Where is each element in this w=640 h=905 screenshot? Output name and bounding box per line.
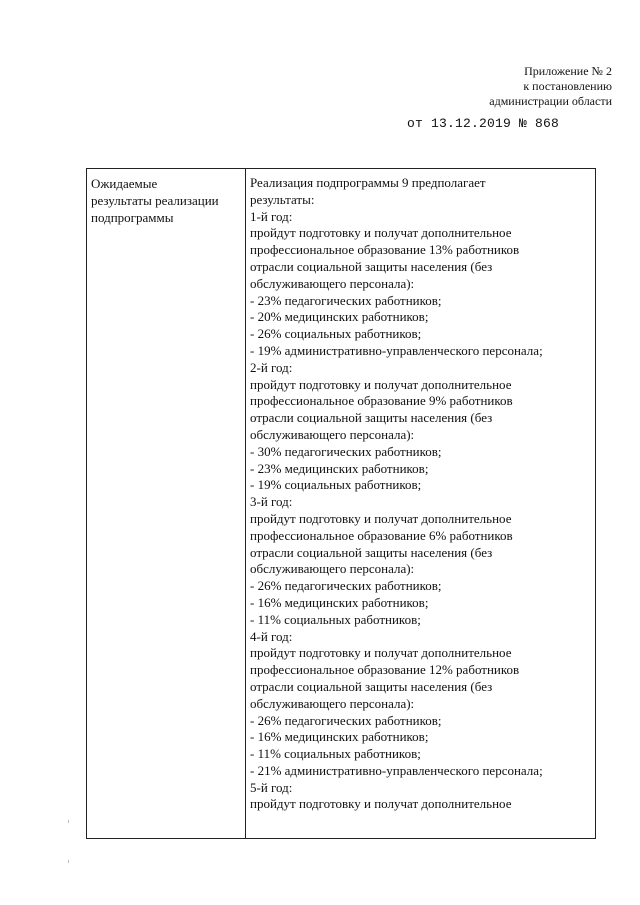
content-line: отрасли социальной защиты населения (без — [250, 410, 493, 426]
content-line: - 23% медицинских работников; — [250, 460, 429, 476]
appendix-header — [489, 64, 612, 109]
label-line: подпрограммы — [91, 210, 174, 225]
content-line: 1-й год: — [250, 208, 293, 224]
label-cell — [91, 175, 243, 226]
content-line: пройдут подготовку и получат дополнительное — [250, 796, 512, 812]
label-line: результаты реализации — [91, 193, 219, 208]
content-line: пройдут подготовку и получат дополнительное — [250, 645, 512, 661]
content-line: отрасли социальной защиты населения (без — [250, 544, 493, 560]
content-line: 4-й год: — [250, 628, 293, 644]
content-line: профессиональное образование 13% работников — [250, 242, 520, 258]
content-line: - 23% педагогических работников; — [250, 292, 442, 308]
content-line: пройдут подготовку и получат дополнительное — [250, 510, 512, 526]
content-line: - 11% социальных работников; — [250, 746, 421, 762]
content-line: - 16% медицинских работников; — [250, 594, 429, 610]
content-line: пройдут подготовку и получат дополнительное — [250, 225, 512, 241]
content-line: - 19% административно-управленческого персонала; — [250, 342, 543, 358]
appendix-title: Приложение № 2 — [524, 64, 612, 78]
content-line: результаты: — [250, 191, 315, 207]
content-cell — [250, 175, 594, 813]
content-line: обслуживающего персонала): — [250, 695, 415, 711]
content-line: профессиональное образование 6% работников — [250, 527, 513, 543]
content-line: профессиональное образование 9% работников — [250, 393, 513, 409]
content-line: профессиональное образование 12% работников — [250, 662, 520, 678]
content-line: - 16% медицинских работников; — [250, 729, 429, 745]
appendix-authority: администрации области — [489, 94, 612, 108]
scan-speck — [68, 860, 69, 863]
content-line: - 11% социальных работников; — [250, 611, 421, 627]
content-line: - 26% педагогических работников; — [250, 712, 442, 728]
content-line: - 30% педагогических работников; — [250, 443, 442, 459]
content-line: 2-й год: — [250, 359, 293, 375]
scan-speck — [68, 820, 69, 823]
content-line: - 26% социальных работников; — [250, 326, 422, 342]
content-line: обслуживающего персонала): — [250, 561, 415, 577]
content-line: Реализация подпрограммы 9 предполагает — [250, 175, 486, 190]
content-line: обслуживающего персонала): — [250, 426, 415, 442]
content-line: - 19% социальных работников; — [250, 477, 422, 493]
content-line: - 26% педагогических работников; — [250, 578, 442, 594]
label-line: Ожидаемые — [91, 176, 158, 191]
appendix-reference: к постановлению — [523, 79, 612, 93]
content-line: 3-й год: — [250, 494, 293, 510]
content-line: 5-й год: — [250, 779, 293, 795]
content-line: - 20% медицинских работников; — [250, 309, 429, 325]
content-line: отрасли социальной защиты населения (без — [250, 258, 493, 274]
column-divider — [245, 169, 246, 838]
content-line: отрасли социальной защиты населения (без — [250, 678, 493, 694]
content-line: обслуживающего персонала): — [250, 275, 415, 291]
content-line: - 21% административно-управленческого персонала; — [250, 762, 543, 778]
content-line: пройдут подготовку и получат дополнительное — [250, 376, 512, 392]
results-table — [86, 168, 596, 839]
decree-date-number: от 13.12.2019 № 868 — [407, 116, 560, 131]
